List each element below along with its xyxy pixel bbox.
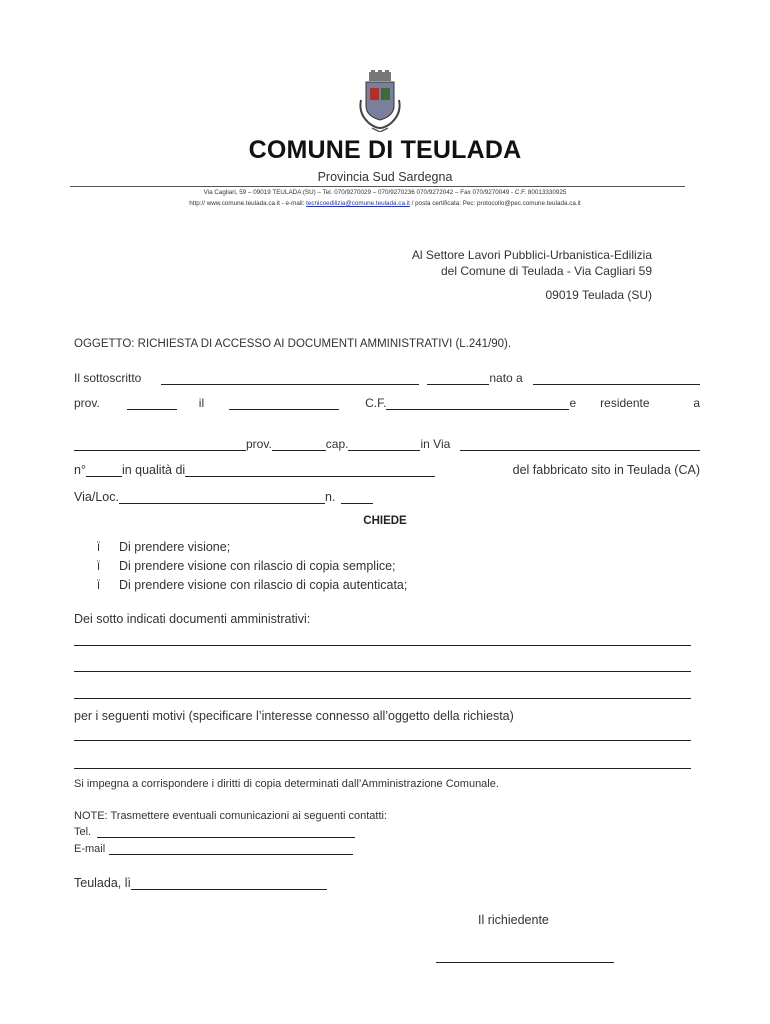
form-row-4 bbox=[74, 463, 700, 477]
via-loc-label: Via/Loc. bbox=[74, 490, 119, 504]
option-copia-semplice[interactable]: Ï Di prendere visione con rilascio di copia semplice; bbox=[97, 559, 396, 573]
option-visione[interactable]: Ï Di prendere visione; bbox=[97, 540, 231, 554]
qualita-field[interactable] bbox=[185, 465, 435, 477]
signature-label: Il richiedente bbox=[478, 913, 549, 927]
place-date-label: Teulada, lì bbox=[74, 876, 131, 890]
email-field[interactable] bbox=[109, 843, 353, 855]
coat-of-arms-icon bbox=[356, 70, 404, 132]
option-copia-autenticata[interactable]: Ï Di prendere visione con rilascio di copia autenticata; bbox=[97, 578, 408, 592]
province-subtitle: Provincia Sud Sardegna bbox=[317, 170, 453, 184]
numero-field[interactable] bbox=[86, 465, 122, 477]
n-field[interactable] bbox=[341, 492, 373, 504]
chiede-heading: CHIEDE bbox=[363, 515, 407, 527]
nato-a-label: nato a bbox=[489, 371, 523, 385]
in-qualita-label: in qualità di bbox=[121, 463, 186, 477]
documents-label: Dei sotto indicati documenti amministrativi: bbox=[74, 612, 311, 626]
note-label: NOTE: Trasmettere eventuali comunicazioni ai seguenti contatti: bbox=[74, 810, 388, 822]
form-row-1 bbox=[74, 371, 700, 385]
birth-prov-field[interactable] bbox=[127, 398, 177, 410]
prov2-label: prov. bbox=[246, 437, 272, 451]
bullet-icon: Ï bbox=[97, 580, 101, 592]
email-label: E-mail bbox=[74, 843, 106, 855]
form-row-2 bbox=[74, 396, 700, 410]
bullet-icon: Ï bbox=[97, 542, 101, 554]
address-line: Via Cagliari, 59 – 09019 TEULADA (SU) – Tel. 070/9270029 – 070/9270236 070/9272042 – Fax 070/9270049 - C.F. 80013330925 bbox=[203, 189, 567, 196]
residence-city-field[interactable] bbox=[74, 439, 246, 451]
recipient-line-2: del Comune di Teulada - Via Cagliari 59 bbox=[440, 264, 652, 278]
date-field[interactable] bbox=[131, 878, 327, 890]
il-label: il bbox=[198, 396, 205, 410]
place-date-row bbox=[74, 876, 344, 890]
residence-prov-field[interactable] bbox=[272, 439, 326, 451]
birthdate-field[interactable] bbox=[229, 398, 339, 410]
documents-line-1[interactable] bbox=[74, 645, 691, 646]
tel-row bbox=[74, 826, 364, 838]
documents-line-2[interactable] bbox=[74, 671, 691, 672]
motivi-label: per i seguenti motivi (specificare l’interesse connesso all’oggetto della richiesta) bbox=[74, 709, 514, 723]
tel-field[interactable] bbox=[97, 826, 355, 838]
in-via-label: in Via bbox=[420, 437, 451, 451]
n-label: n. bbox=[324, 490, 336, 504]
a-label: a bbox=[693, 396, 700, 410]
documents-line-3[interactable] bbox=[74, 698, 691, 699]
prov-label: prov. bbox=[74, 396, 100, 410]
name-field[interactable] bbox=[161, 373, 419, 385]
page-title: COMUNE DI TEULADA bbox=[248, 136, 522, 164]
motivi-line-2[interactable] bbox=[74, 768, 691, 769]
fabbricato-label: del fabbricato sito in Teulada (CA) bbox=[512, 463, 700, 477]
cf-label: C.F. bbox=[365, 396, 387, 410]
cap-label: cap. bbox=[325, 437, 349, 451]
numero-label: n° bbox=[74, 463, 86, 477]
sottoscritto-label: Il sottoscritto bbox=[74, 371, 142, 385]
recipient-line-3: 09019 Teulada (SU) bbox=[545, 288, 652, 302]
birthplace-field[interactable] bbox=[533, 373, 700, 385]
residence-street-field[interactable] bbox=[460, 439, 700, 451]
cf-field[interactable] bbox=[386, 398, 569, 410]
residente-label: residente bbox=[600, 396, 650, 410]
signature-line[interactable] bbox=[436, 962, 614, 963]
via-loc-field[interactable] bbox=[119, 492, 325, 504]
impegno-text: Si impegna a corrispondere i diritti di copia determinati dall’Amministrazione Comunale. bbox=[74, 778, 499, 790]
name-field-2[interactable] bbox=[427, 373, 489, 385]
tel-label: Tel. bbox=[74, 826, 92, 838]
email-link[interactable]: tecnicoedilizia@comune.teulada.ca.it bbox=[306, 200, 410, 207]
cap-field[interactable] bbox=[348, 439, 420, 451]
bullet-icon: Ï bbox=[97, 561, 101, 573]
header-divider bbox=[70, 186, 685, 187]
contact-line: http:// www.comune.teulada.ca.it - e-mail: tecnicoedilizia@comune.teulada.ca.it / posta certificata: Pec: protocollo@pec.comune.teulada.ca.it bbox=[189, 200, 581, 207]
form-row-3 bbox=[74, 437, 700, 451]
subject-line: OGGETTO: RICHIESTA DI ACCESSO AI DOCUMENTI AMMINISTRATIVI (L.241/90). bbox=[74, 338, 512, 350]
form-row-5 bbox=[74, 490, 700, 504]
e-label: e bbox=[569, 396, 577, 410]
motivi-line-1[interactable] bbox=[74, 740, 691, 741]
email-row bbox=[74, 843, 364, 855]
recipient-line-1: Al Settore Lavori Pubblici-Urbanistica-Edilizia bbox=[411, 248, 652, 262]
